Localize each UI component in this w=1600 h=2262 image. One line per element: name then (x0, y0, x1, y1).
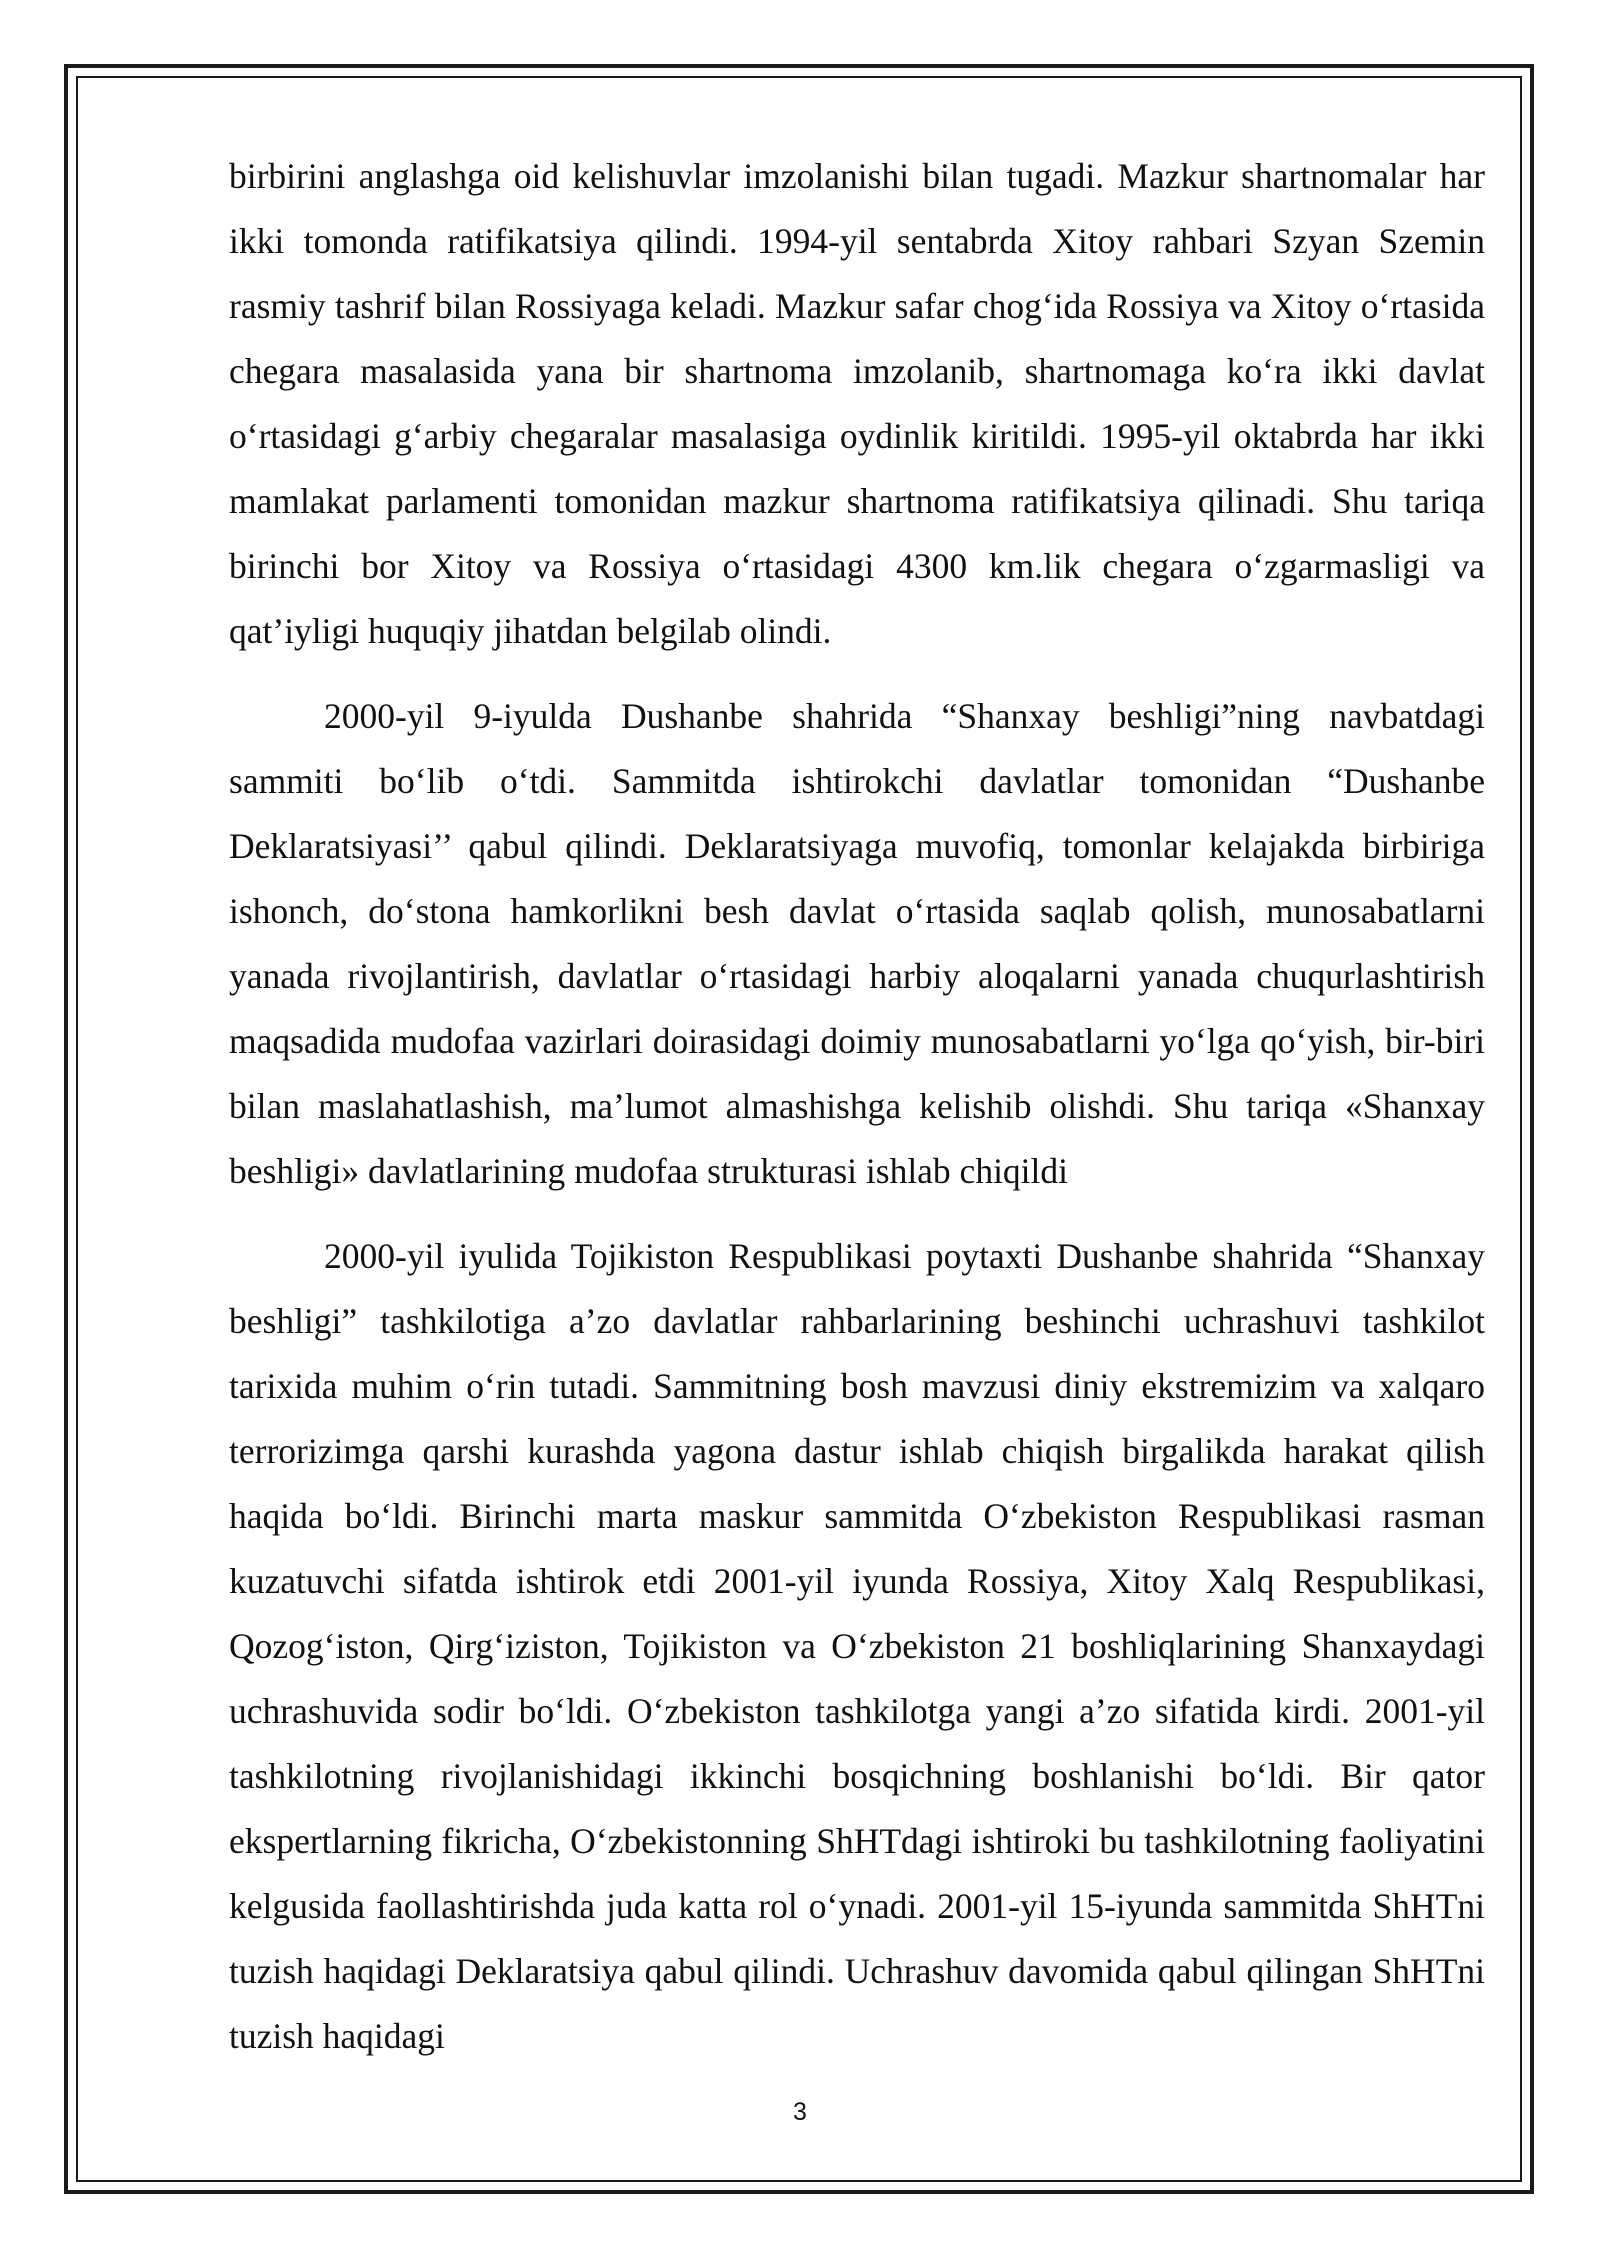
paragraph-2: 2000-yil 9-iyulda Dushanbe shahrida “Shanxay beshligi”ning navbatdagi sammiti bo‘lib o‘tdi. Sammitda ishtirokchi davlatlar tomonidan “Dushanbe Deklaratsiyasi’’ qabul qilindi. Deklaratsiyaga muvofiq, tomonlar kelajakda birbiriga ishonch, do‘stona hamkorlikni besh davlat o‘rtasida saqlab qolish, munosabatlarni yanada rivojlantirish, davlatlar o‘rtasidagi harbiy aloqalarni yanada chuqurlashtirish maqsadida mudofaa vazirlari doirasidagi doimiy munosabatlarni yo‘lga qo‘yish, bir-biri bilan maslahatlashish, ma’lumot almashishga kelishib olishdi. Shu tariqa «Shanxay beshligi» davlatlarining mudofaa strukturasi ishlab chiqildi (229, 696, 1485, 1191)
paragraph-1: birbirini anglashga oid kelishuvlar imzolanishi bilan tugadi. Mazkur shartnomalar har ikki tomonda ratifikatsiya qilindi. 1994-yil sentabrda Xitoy rahbari Szyan Szemin rasmiy tashrif bilan Rossiyaga keladi. Mazkur safar chog‘ida Rossiya va Xitoy o‘rtasida chegara masalasida yana bir shartnoma imzolanib, shartnomaga ko‘ra ikki davlat o‘rtasidagi g‘arbiy chegaralar masalasiga oydinlik kiritildi. 1995-yil oktabrda har ikki mamlakat parlamenti tomonidan mazkur shartnoma ratifikatsiya qilinadi. Shu tariqa birinchi bor Xitoy va Rossiya o‘rtasidagi 4300 km.lik chegara o‘zgarmasligi va qat’iyligi huquqiy jihatdan belgilab olindi. (229, 156, 1485, 651)
paragraph-3: 2000-yil iyulida Tojikiston Respublikasi poytaxti Dushanbe shahrida “Shanxay beshligi” tashkilotiga a’zo davlatlar rahbarlarining beshinchi uchrashuvi tashkilot tarixida muhim o‘rin tutadi. Sammitning bosh mavzusi diniy ekstremizim va xalqaro terrorizimga qarshi kurashda yagona dastur ishlab chiqish birgalikda harakat qilish haqida bo‘ldi. Birinchi marta maskur sammitda O‘zbekiston Respublikasi rasman kuzatuvchi sifatda ishtirok etdi 2001-yil iyunda Rossiya, Xitoy Xalq Respublikasi, Qozog‘iston, Qirg‘iziston, Tojikiston va O‘zbekiston 21 boshliqlarining Shanxaydagi uchrashuvida sodir bo‘ldi. O‘zbekiston tashkilotga yangi a’zo sifatida kirdi. 2001-yil tashkilotning rivojlanishidagi ikkinchi bosqichning boshlanishi bo‘ldi. Bir qator ekspertlarning fikricha, O‘zbekistonning ShHTdagi ishtiroki bu tashkilotning faoliyatini kelgusida faollashtirishda juda katta rol o‘ynadi. 2001-yil 15-iyunda sammitda ShHTni tuzish haqidagi Deklaratsiya qabul qilindi. Uchrashuv davomida qabul qilingan ShHTni tuzish haqidagi (229, 1236, 1485, 2056)
page-number: 3 (793, 2098, 807, 2126)
document-body (229, 144, 1485, 2089)
